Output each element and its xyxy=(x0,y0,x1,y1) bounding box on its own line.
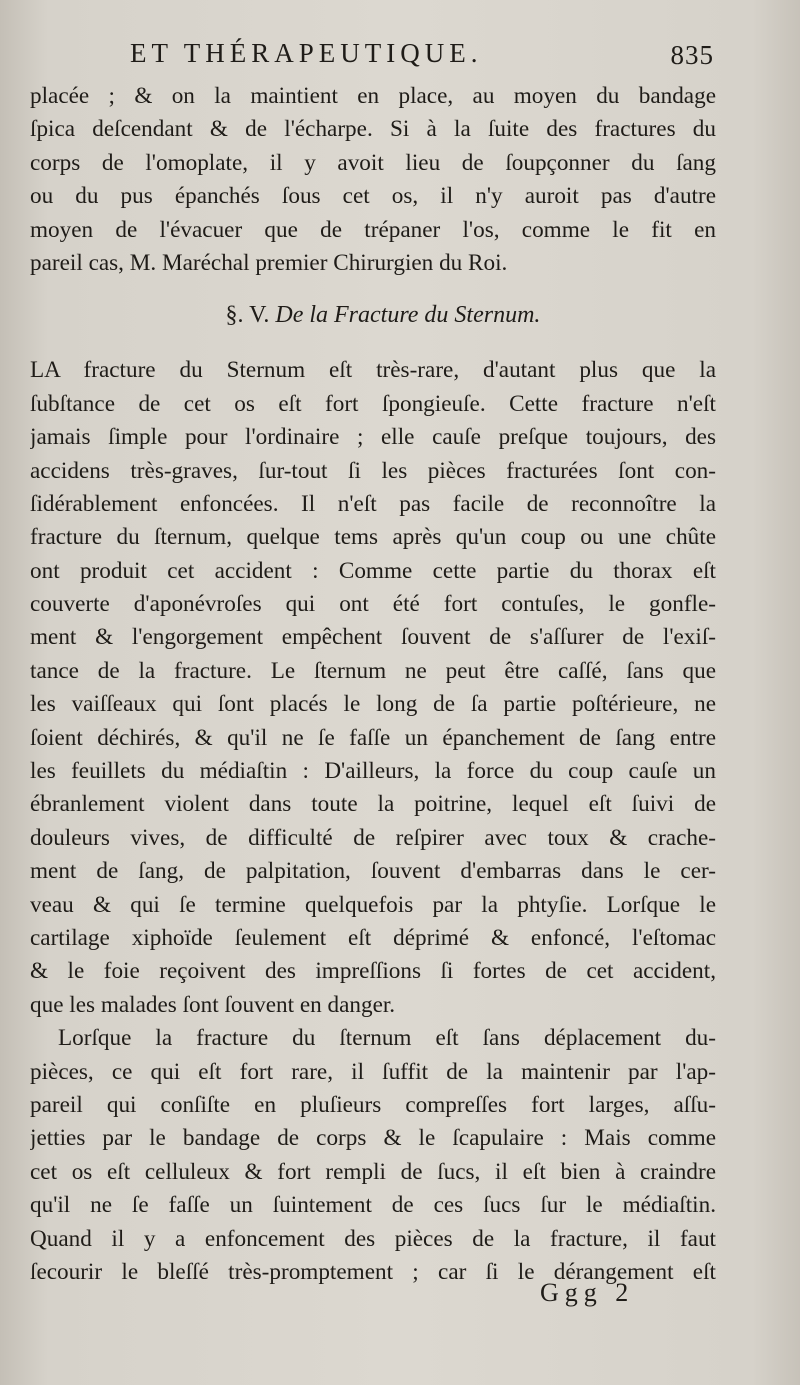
text-line: pareil qui conſiſte en pluſieurs compreſſes fort larges, aſſu- xyxy=(30,1091,716,1118)
text-line: Quand il y a enfoncement des pièces de la fracture, il faut xyxy=(30,1225,716,1252)
text-line: les feuillets du médiaſtin : D'ailleurs, la force du coup cauſe un xyxy=(30,758,716,785)
text-line: fracture du ſternum, quelque tems après qu'un coup ou une chûte xyxy=(30,524,716,551)
text-line: Lorſque la fracture du ſternum eſt ſans déplacement du- xyxy=(58,1025,716,1052)
text-line: que les malades ſont ſouvent en danger. xyxy=(30,991,396,1018)
text-line: accidens très-graves, ſur-tout ſi les pièces fracturées ſont con- xyxy=(30,457,716,484)
section-heading xyxy=(30,295,716,335)
text-line: tance de la fracture. Le ſternum ne peut être caſſé, ſans que xyxy=(30,657,716,684)
text-line: ment & l'engorgement empêchent ſouvent de s'aſſurer de l'exiſ- xyxy=(30,624,716,651)
paragraph-1 xyxy=(30,80,716,280)
text-line: moyen de l'évacuer que de trépaner l'os, comme le fit en xyxy=(30,216,716,243)
text-line: qu'il ne ſe faſſe un ſuintement de ces ſucs ſur le médiaſtin. xyxy=(30,1192,716,1219)
text-line: pièces, ce qui eſt fort rare, il ſuffit de la maintenir par l'ap- xyxy=(30,1058,716,1085)
text-line: ébranlement violent dans toute la poitrine, lequel eſt ſuivi de xyxy=(30,791,716,818)
text-line: pareil cas, M. Maréchal premier Chirurgien du Roi. xyxy=(30,249,508,276)
text-line: ou du pus épanchés ſous cet os, il n'y auroit pas d'autre xyxy=(30,183,716,210)
section-title: De la Fracture du Sternum. xyxy=(275,302,541,329)
section-number: §. V. xyxy=(225,302,270,329)
text-line: douleurs vives, de difficulté de reſpirer avec toux & crache- xyxy=(30,824,716,851)
text-line: LA fracture du Sternum eſt très-rare, d'autant plus que la xyxy=(30,357,716,384)
text-line: cartilage xiphoïde ſeulement eſt déprimé & enfoncé, l'eſtomac xyxy=(30,924,716,951)
text-line: ſecourir le bleſſé très-promptement ; car ſi le dérangement eſt xyxy=(30,1258,716,1285)
text-line: ſpica deſcendant & de l'écharpe. Si à la ſuite des fractures du xyxy=(30,116,716,143)
text-line: ont produit cet accident : Comme cette partie du thorax eſt xyxy=(30,557,716,584)
signature-mark: Ggg 2 xyxy=(540,1278,635,1307)
text-line: couverte d'aponévroſes qui ont été fort contuſes, le gonfle- xyxy=(30,591,716,618)
text-line: jetties par le bandage de corps & le ſcapulaire : Mais comme xyxy=(30,1125,716,1152)
text-line: placée ; & on la maintient en place, au moyen du bandage xyxy=(30,83,716,109)
text-line: ment de ſang, de palpitation, ſouvent d'embarras dans le cer- xyxy=(30,858,716,885)
text-line: ſoient déchirés, & qu'il ne ſe faſſe un épanchement de ſang entre xyxy=(30,724,716,751)
text-line: ſidérablement enfoncées. Il n'eſt pas facile de reconnoître la xyxy=(30,490,716,517)
page-number: 835 xyxy=(670,40,714,70)
body-text xyxy=(30,80,716,1289)
text-line: corps de l'omoplate, il y avoit lieu de ſoupçonner du ſang xyxy=(30,149,716,176)
text-line: & le foie reçoivent des impreſſions ſi fortes de cet accident, xyxy=(30,958,716,985)
paragraph-3 xyxy=(30,1022,716,1289)
text-line: les vaiſſeaux qui ſont placés le long de ſa partie poſtérieure, ne xyxy=(30,691,716,718)
running-head-title: ET THÉRAPEUTIQUE. xyxy=(130,38,483,68)
running-head xyxy=(0,38,800,78)
paragraph-2 xyxy=(30,354,716,1022)
text-line: jamais ſimple pour l'ordinaire ; elle cauſe preſque toujours, des xyxy=(30,424,716,451)
text-line: ſubſtance de cet os eſt fort ſpongieuſe. Cette fracture n'eſt xyxy=(30,390,716,417)
text-line: cet os eſt celluleux & fort rempli de ſucs, il eſt bien à craindre xyxy=(30,1158,716,1185)
text-line: veau & qui ſe termine quelquefois par la phtyſie. Lorſque le xyxy=(30,891,716,918)
